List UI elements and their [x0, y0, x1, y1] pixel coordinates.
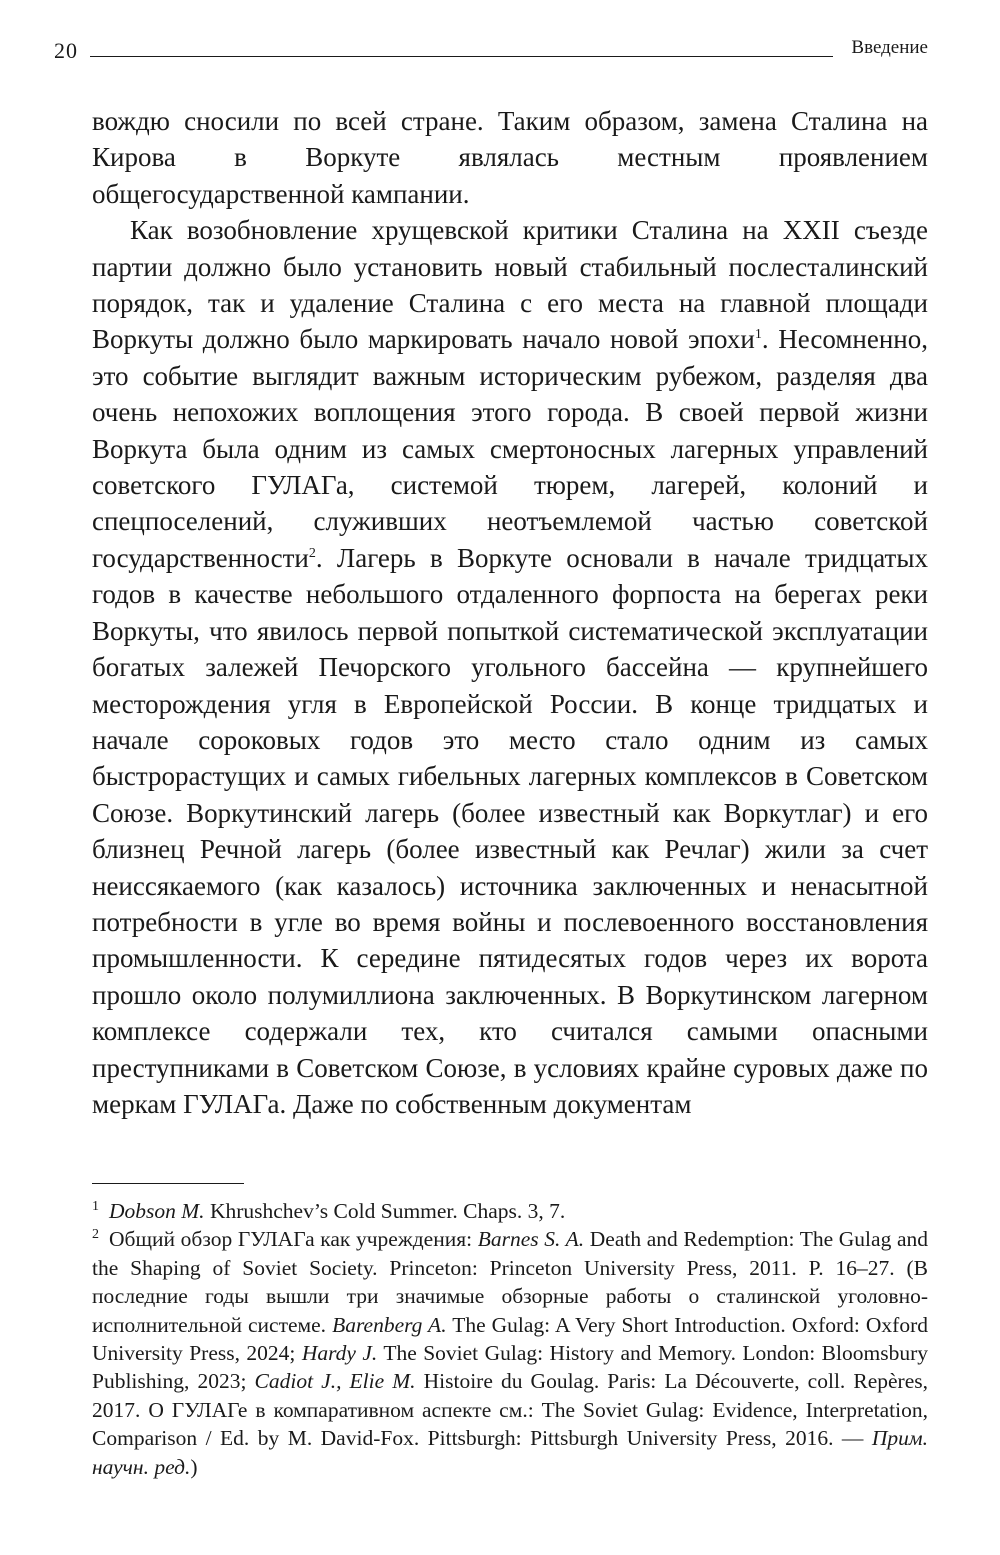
footnote-author: Barnes S. A. [477, 1227, 585, 1252]
footnote-text: Общий обзор ГУЛАГа как учреждения: [109, 1227, 478, 1252]
paragraph [92, 212, 928, 1122]
footnote-author: Cadiot J., Elie M. [254, 1369, 416, 1394]
footnote-1 [92, 1197, 928, 1225]
running-header [54, 36, 928, 62]
footnote-editor-note: Прим. научн. ред. [92, 1426, 928, 1479]
main-text [92, 103, 928, 1122]
footnote-ref-2[interactable]: 2 [308, 545, 316, 561]
paragraph-text: вождю сносили по всей стране. Таким образом, замена Сталина на Кирова в Воркуте являлась местным проявлением общегосударственной кампании. [92, 106, 928, 209]
footnote-text: ) [190, 1454, 198, 1479]
footnote-ref-1[interactable]: 1 [754, 327, 762, 343]
footnote-2 [92, 1225, 928, 1481]
header-rule [90, 56, 833, 57]
page-number: 20 [54, 38, 78, 63]
footnote-author: Hardy J. [301, 1341, 378, 1366]
footnote-number: 1 [92, 1198, 99, 1214]
paragraph-text: Как возобновление хрущевской критики Сталина на XXII съезде партии должно было установить новый стабильный послесталинский порядок, так и удаление Сталина с его места на главной площади Воркуты должно было маркировать начало новой эпохи [92, 215, 928, 355]
footnote-author: Barenberg A. [332, 1312, 447, 1337]
section-title: Введение [851, 37, 928, 58]
footnote-text: Death and Redemption: The Gulag and the Shaping of Soviet Society. Princeton: Princeton University Press, 2011. P. 16–27. (В последние годы вышли три значимые обзорные работы о сталинской уголовно-исполнительной системе. [92, 1227, 928, 1337]
footnote-text: The Gulag: A Very Short Introduction. Oxford: Oxford University Press, 2024; [92, 1312, 928, 1366]
footnote-text: Khrushchev’s Cold Summer. Chaps. 3, 7. [204, 1199, 566, 1223]
footnotes [92, 1197, 928, 1481]
footnote-separator [92, 1183, 244, 1184]
paragraph-text: . Лагерь в Воркуте основали в начале тридцатых годов в качестве небольшого отдаленного форпоста на берегах реки Воркуты, что явилось первой попыткой систематической эксплуатации богатых залежей Печорского угольного бассейна — крупнейшего месторождения угля в Европейской России. В конце тридцатых и начале сороковых годов это место стало одним из самых быстрорастущих и самых гибельных лагерных комплексов в Советском Союзе. Воркутинский лагерь (более известный как Воркутлаг) и его близнец Речной лагерь (более известный как Речлаг) жили за счет неиссякаемого (как казалось) источника заключенных и ненасытной потребности в угле во время войны и послевоенного восстановления промышленности. К середине пятидесятых годов через их ворота прошло около полумиллиона заключенных. В Воркутинском лагерном комплексе содержали тех, кто считался самыми опасными преступниками в Советском Союзе, в условиях крайне суровых даже по меркам ГУЛАГа. Даже по собственным документам [92, 542, 928, 1119]
paragraph [92, 103, 928, 212]
footnote-text: Histoire du Goulag. Paris: La Découverte, coll. Repères, 2017. О ГУЛАГе в компаративном аспекте см.: The Soviet Gulag: Evidence, Interpretation, Comparison / Ed. by M. David-Fox. Pittsburgh: Pittsburgh University Press, 2016. — [92, 1369, 928, 1451]
paragraph-text: . Несомненно, это событие выглядит важным историческим рубежом, разделяя два очень непохожих воплощения этого города. В своей первой жизни Воркута была одним из самых смертоносных лагерных управлений советского ГУЛАГа, системой тюрем, лагерей, колоний и спецпоселений, служивших неотъемлемой частью советской государственности [92, 324, 929, 573]
footnote-number: 2 [92, 1227, 99, 1243]
footnote-text: The Soviet Gulag: History and Memory. London: Bloomsbury Publishing, 2023; [92, 1341, 928, 1394]
footnote-author: Dobson M. [109, 1199, 205, 1223]
